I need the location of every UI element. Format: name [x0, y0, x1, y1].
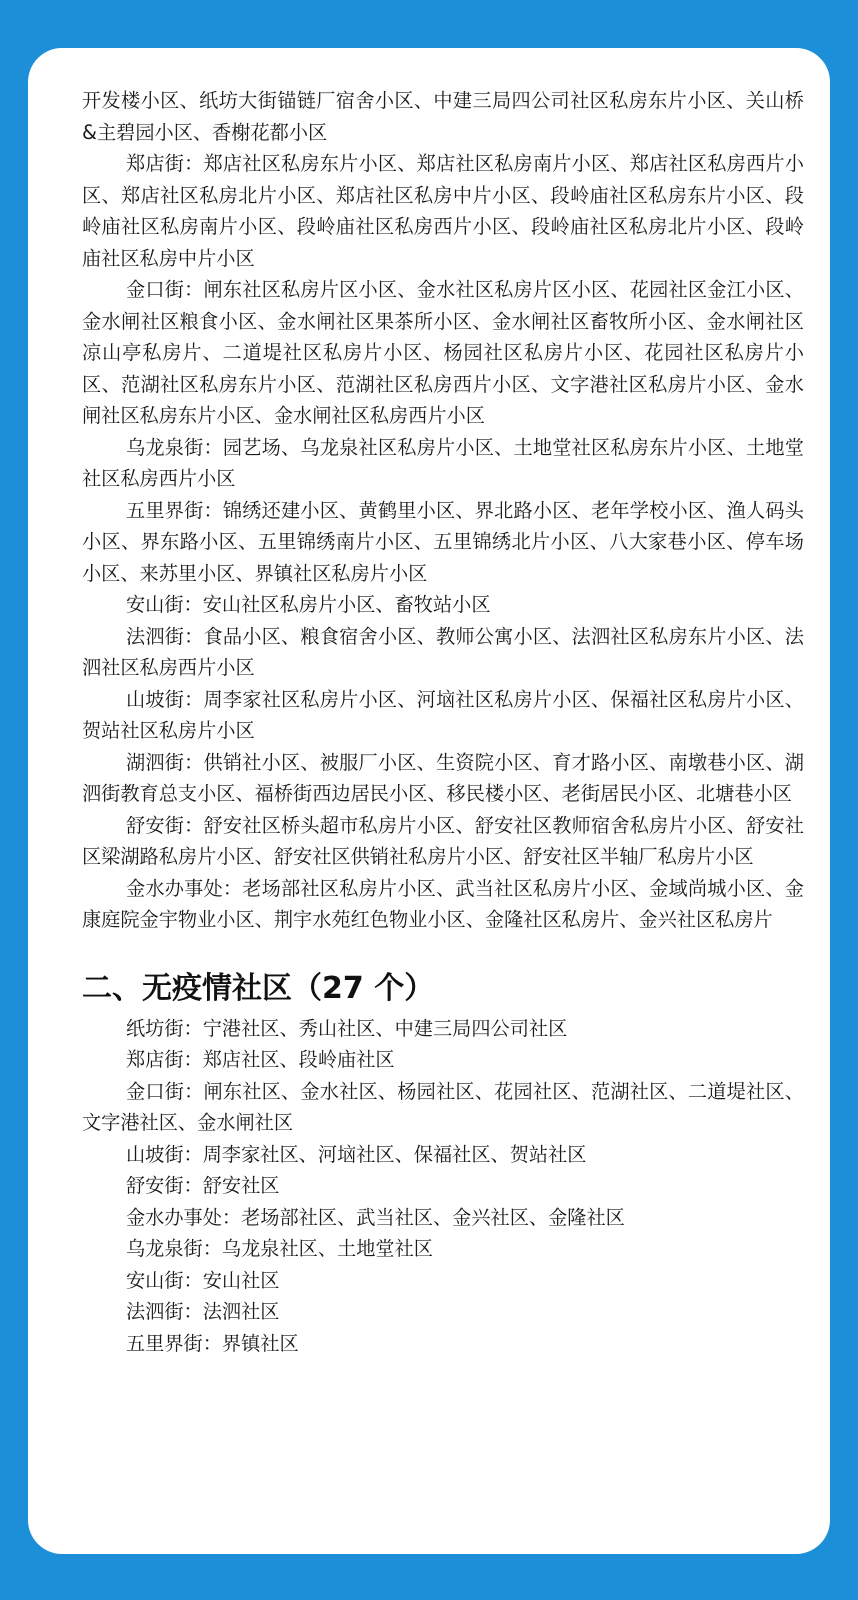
list-item-wulijie: 五里界街：界镇社区 — [126, 1331, 299, 1355]
paragraph-wulongquan-street: 乌龙泉街：园艺场、乌龙泉社区私房片小区、土地堂社区私房东片小区、土地堂社区私房西片小区 — [82, 435, 804, 490]
paragraph-husi-street: 湖泗街：供销社小区、被服厂小区、生资院小区、育才路小区、南墩巷小区、湖泗街教育总支小区、福桥街西边居民小区、移民楼小区、老街居民小区、北塘巷小区 — [82, 750, 804, 805]
list-item-shuan: 舒安街：舒安社区 — [126, 1174, 280, 1197]
paragraph-continued-list: 开发楼小区、纸坊大街锚链厂宿舍小区、中建三局四公司社区私房东片小区、关山桥 &主碧园小区、香榭花都小区 — [82, 89, 804, 144]
list-item-zhengdian: 郑店街：郑店社区、段岭庙社区 — [126, 1048, 395, 1071]
paragraph-jinshui-office: 金水办事处：老场部社区私房片小区、武当社区私房片小区、金域尚城小区、金康庭院金宇物业小区、荆宇水苑红色物业小区、金隆社区私房片、金兴社区私房片 — [82, 876, 804, 931]
paragraph-wulijie-street: 五里界街：锦绣还建小区、黄鹤里小区、界北路小区、老年学校小区、渔人码头小区、界东路小区、五里锦绣南片小区、五里锦绣北片小区、八大家巷小区、停车场小区、来苏里小区、界镇社区私房片小区 — [82, 498, 804, 585]
paragraph-fasi-street: 法泗街：食品小区、粮食宿舍小区、教师公寓小区、法泗社区私房东片小区、法泗社区私房西片小区 — [82, 624, 804, 679]
paragraph-zhengdian-street: 郑店街：郑店社区私房东片小区、郑店社区私房南片小区、郑店社区私房西片小区、郑店社区私房北片小区、郑店社区私房中片小区、段岭庙社区私房东片小区、段岭庙社区私房南片小区、段岭庙社区私房西片小区、段岭庙社区私房北片小区、段岭庙社区私房中片小区 — [82, 152, 804, 270]
paragraph-shuan-street: 舒安街：舒安社区桥头超市私房片小区、舒安社区教师宿舍私房片小区、舒安社区梁湖路私房片小区、舒安社区供销社私房片小区、舒安社区半轴厂私房片小区 — [82, 813, 804, 868]
document-body — [82, 85, 804, 1359]
paragraph-anshan-street: 安山街：安山社区私房片小区、畜牧站小区 — [126, 593, 491, 616]
section-1-list — [82, 85, 804, 936]
section-2-list — [82, 1013, 804, 1360]
list-item-anshan: 安山街：安山社区 — [126, 1268, 280, 1292]
paragraph-jinkou-street: 金口街：闸东社区私房片区小区、金水社区私房片区小区、花园社区金江小区、金水闸社区粮食小区、金水闸社区果茶所小区、金水闸社区畜牧所小区、金水闸社区凉山亭私房片、二道堤社区私房片小区、杨园社区私房片小区、花园社区私房片小区、范湖社区私房东片小区、范湖社区私房西片小区、文字港社区私房片小区、金水闸社区私房东片小区、金水闸社区私房西片小区 — [82, 278, 804, 427]
list-item-jinshui: 金水办事处：老场部社区、武当社区、金兴社区、金隆社区 — [126, 1205, 625, 1229]
list-item-jinkou: 金口街：闸东社区、金水社区、杨园社区、花园社区、范湖社区、二道堤社区、文字港社区、金水闸社区 — [82, 1079, 804, 1134]
list-item-shanpo: 山坡街：周李家社区、河垴社区、保福社区、贺站社区 — [126, 1142, 587, 1166]
content-card — [28, 48, 830, 1554]
list-item-wulongquan: 乌龙泉街：乌龙泉社区、土地堂社区 — [126, 1237, 433, 1260]
paragraph-shanpo-street: 山坡街：周李家社区私房片小区、河垴社区私房片小区、保福社区私房片小区、贺站社区私房片小区 — [82, 687, 804, 742]
list-item-fasi: 法泗街：法泗社区 — [126, 1300, 280, 1323]
section-2-heading: 二、无疫情社区（27 个） — [82, 970, 435, 1006]
list-item-zhifang: 纸坊街：宁港社区、秀山社区、中建三局四公司社区 — [126, 1016, 568, 1040]
